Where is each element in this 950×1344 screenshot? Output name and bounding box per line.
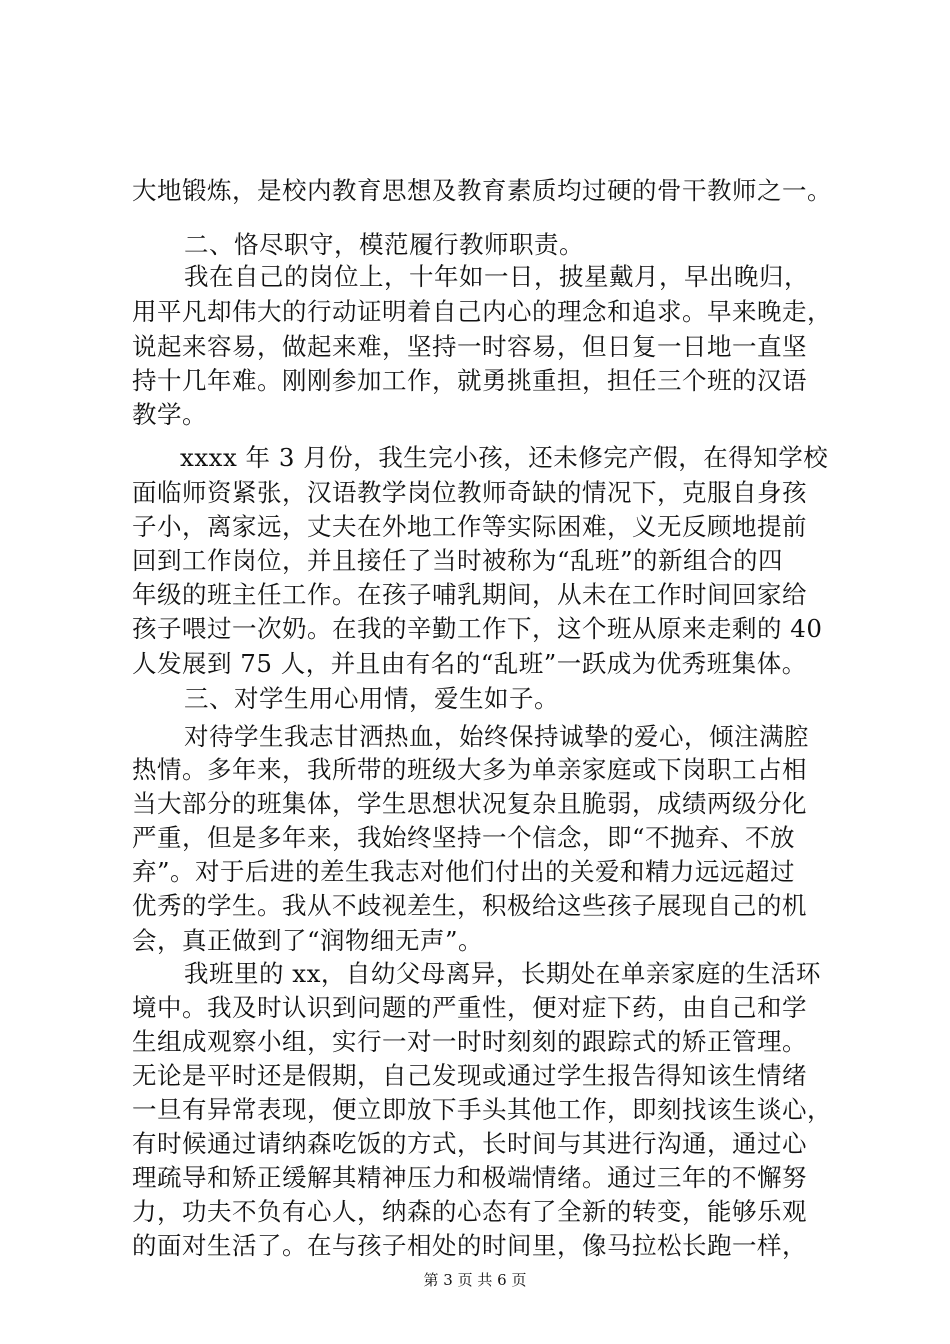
text-line: 三、对学生用心用情，爱生如子。	[184, 684, 559, 713]
section-heading: 二、恪尽职守，模范履行教师职责。	[184, 230, 584, 259]
text-line: 弃”。对于后进的差生我志对他们付出的关爱和精力远远超过	[132, 857, 796, 886]
text-line: 教学。	[132, 400, 207, 429]
text-line: 说起来容易，做起来难，坚持一时容易，但日复一日地一直坚	[132, 332, 807, 361]
text-line: 子小，离家远，丈夫在外地工作等实际困难，义无反顾地提前	[132, 512, 807, 541]
text-line: 无论是平时还是假期，自己发现或通过学生报告得知该生情绪	[132, 1061, 807, 1090]
text-line: 我班里的 xx，自幼父母离异，长期处在单亲家庭的生活环	[184, 959, 821, 988]
section-heading: 对待学生我志甘洒热血，始终保持诚挚的爱心，倾注满腔	[184, 722, 809, 751]
text-line: 理疏导和矫正缓解其精神压力和极端情绪。通过三年的不懈努	[132, 1163, 807, 1192]
text-line: 生组成观察小组，实行一对一时时刻刻的跟踪式的矫正管理。	[132, 1027, 807, 1056]
text-line: 大地锻炼，是校内教育思想及教育素质均过硬的骨干教师之一。	[132, 176, 832, 205]
text-line: 优秀的学生。我从不歧视差生，积极给这些孩子展现自己的机	[132, 891, 807, 920]
text-line: 我在自己的岗位上，十年如一日，披星戴月，早出晚归，	[184, 262, 809, 291]
text-line: 回到工作岗位，并且接任了当时被称为“乱班”的新组合的四	[132, 546, 784, 575]
text-line: 会，真正做到了“润物细无声”。	[132, 926, 484, 955]
text-line: xxxx 年 3 月份，我生完小孩，还未修完产假，在得知学校	[180, 443, 829, 472]
text-line: 面临师资紧张，汉语教学岗位教师奇缺的情况下，克服自身孩	[132, 478, 807, 507]
text-line: 当大部分的班集体，学生思想状况复杂且脆弱，成绩两级分化	[132, 789, 807, 818]
text-line: 有时候通过请纳森吃饭的方式，长时间与其进行沟通，通过心	[132, 1129, 807, 1158]
text-line: 人发展到 75 人，并且由有名的“乱班”一跃成为优秀班集体。	[132, 649, 807, 678]
text-line: 孩子喂过一次奶。在我的辛勤工作下，这个班从原来走剩的 40	[132, 614, 823, 643]
page-number-footer: 第 3 页 共 6 页	[423, 1271, 527, 1289]
text-line: 严重，但是多年来，我始终坚持一个信念，即“不抛弃、不放	[132, 823, 796, 852]
text-line: 用平凡却伟大的行动证明着自己内心的理念和追求。早来晚走，	[132, 297, 832, 326]
text-line: 年级的班主任工作。在孩子哺乳期间，从未在工作时间回家给	[132, 580, 807, 609]
text-line: 的面对生活了。在与孩子相处的时间里，像马拉松长跑一样，	[132, 1231, 807, 1260]
text-line: 热情。多年来，我所带的班级大多为单亲家庭或下岗职工占相	[132, 755, 807, 784]
text-line: 持十几年难。刚刚参加工作，就勇挑重担，担任三个班的汉语	[132, 366, 807, 395]
text-line: 力，功夫不负有心人，纳森的心态有了全新的转变，能够乐观	[132, 1197, 807, 1226]
text-line: 境中。我及时认识到问题的严重性，便对症下药，由自己和学	[132, 993, 807, 1022]
text-line: 一旦有异常表现，便立即放下手头其他工作，即刻找该生谈心，	[132, 1095, 832, 1124]
